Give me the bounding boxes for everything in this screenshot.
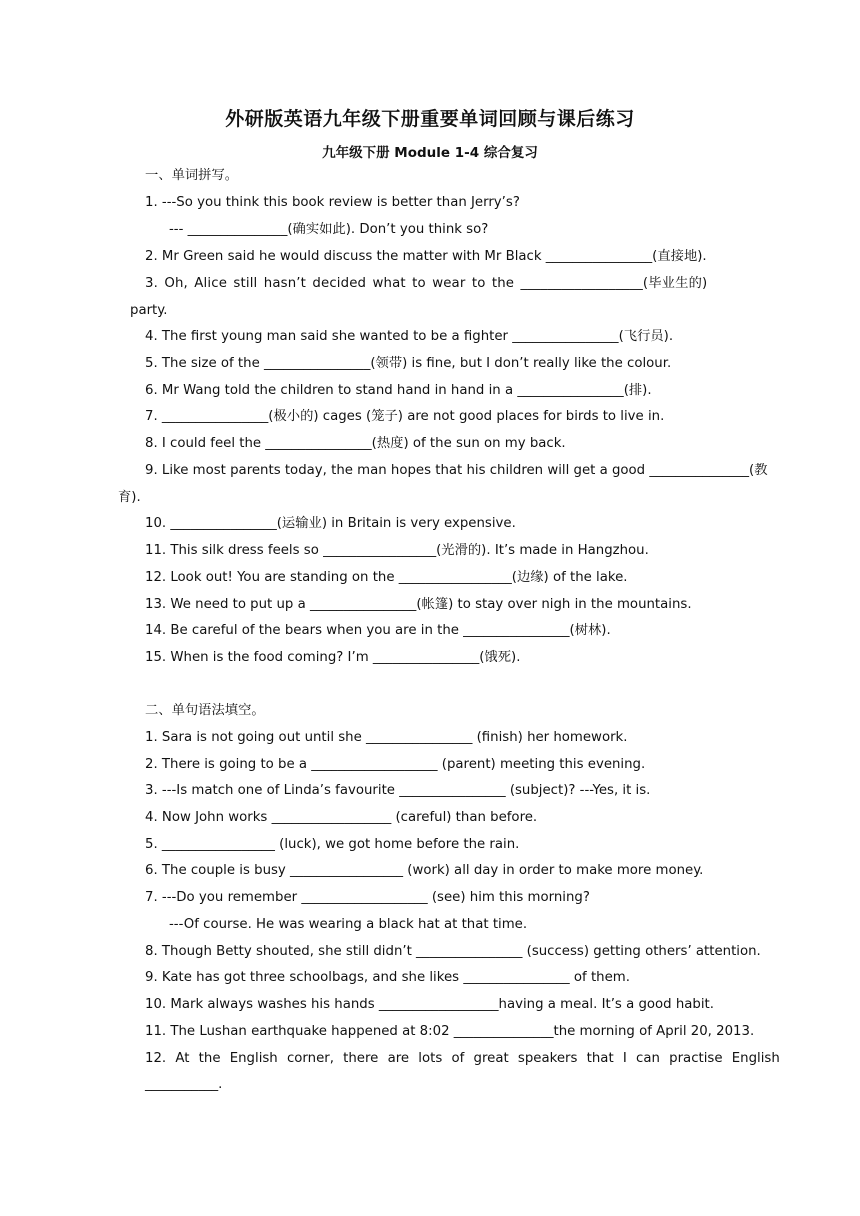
s2-q7: 7. ---Do you remember ___________________ (see) him this morning? — [145, 890, 590, 905]
s1-q11: 11. This silk dress feels so _________________(光滑的). It’s made in Hangzhou. — [145, 543, 649, 558]
s1-q14: 14. Be careful of the bears when you are in the ________________(树林). — [145, 623, 611, 638]
s1-q1: 1. ---So you think this book review is better than Jerry’s? — [145, 195, 520, 210]
document-subtitle: 九年级下册 Module 1-4 综合复习 — [322, 145, 538, 161]
s1-q1-answer: --- _______________(确实如此). Don’t you think so? — [169, 222, 489, 237]
s2-q12: 12. At the English corner, there are lots of great speakers that I can practise English — [145, 1051, 780, 1066]
s2-q9: 9. Kate has got three schoolbags, and she likes ________________ of them. — [145, 970, 630, 985]
s1-q4: 4. The first young man said she wanted to be a fighter ________________(飞行员). — [145, 329, 674, 344]
s2-q12-cont: ___________. — [145, 1077, 223, 1092]
s1-q2: 2. Mr Green said he would discuss the matter with Mr Black ________________(直接地). — [145, 249, 707, 264]
s1-q9: 9. Like most parents today, the man hopes that his children will get a good _______________(教 — [145, 463, 768, 478]
s2-q1: 1. Sara is not going out until she ________________ (finish) her homework. — [145, 730, 628, 745]
s1-q15: 15. When is the food coming? I’m ________________(饿死). — [145, 650, 521, 665]
s1-q12: 12. Look out! You are standing on the _________________(边缘) of the lake. — [145, 570, 628, 585]
document-title: 外研版英语九年级下册重要单词回顾与课后练习 — [225, 108, 635, 130]
s1-q8: 8. I could feel the ________________(热度) of the sun on my back. — [145, 436, 566, 451]
s2-q10: 10. Mark always washes his hands __________________having a meal. It’s a good habit. — [145, 997, 714, 1012]
s1-q9-cont: 育). — [118, 490, 141, 505]
s2-q4: 4. Now John works __________________ (careful) than before. — [145, 810, 538, 825]
s2-q6: 6. The couple is busy _________________ (work) all day in order to make more money. — [145, 863, 704, 878]
s1-q13: 13. We need to put up a ________________(帐篷) to stay over nigh in the mountains. — [145, 597, 692, 612]
s2-q2: 2. There is going to be a ___________________ (parent) meeting this evening. — [145, 757, 646, 772]
section1-heading: 一、单词拼写。 — [145, 168, 239, 183]
s1-q6: 6. Mr Wang told the children to stand hand in hand in a ________________(排). — [145, 383, 652, 398]
s1-q7: 7. ________________(极小的) cages (笼子) are not good places for birds to live in. — [145, 409, 665, 424]
s2-q8: 8. Though Betty shouted, she still didn’t ________________ (success) getting others’ attention. — [145, 944, 761, 959]
section2-heading: 二、单句语法填空。 — [145, 703, 265, 718]
s1-q3-cont: party. — [130, 303, 168, 318]
s1-q10: 10. ________________(运输业) in Britain is very expensive. — [145, 516, 516, 531]
s2-q7-answer: ---Of course. He was wearing a black hat at that time. — [169, 917, 528, 932]
s2-q3: 3. ---Is match one of Linda’s favourite ________________ (subject)? ---Yes, it is. — [145, 783, 651, 798]
s2-q11: 11. The Lushan earthquake happened at 8:02 _______________the morning of April 20, 2013. — [145, 1024, 755, 1039]
s2-q5: 5. _________________ (luck), we got home before the rain. — [145, 837, 520, 852]
s1-q3: 3. Oh, Alice still hasn’t decided what to wear to the __________________(毕业生的) — [145, 276, 708, 291]
s1-q5: 5. The size of the ________________(领带) is fine, but I don’t really like the colour. — [145, 356, 672, 371]
